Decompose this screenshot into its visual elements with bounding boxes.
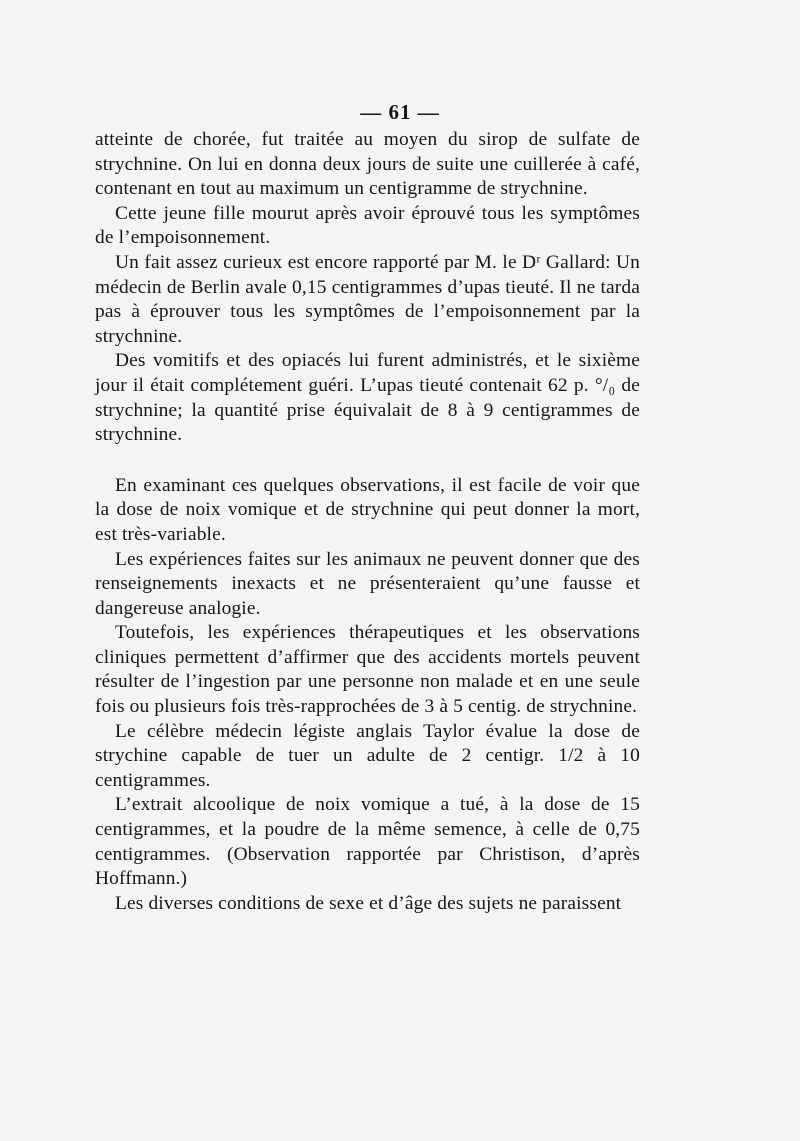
page-number: — 61 — — [360, 100, 440, 124]
paragraph: Le célèbre médecin légiste anglais Taylor évalue la dose de strychine capable de tuer un adulte de 2 centigr. 1/2 à 10 centigrammes. — [95, 720, 640, 791]
body-text — [95, 128, 640, 916]
paragraph: L’extrait alcoolique de noix vomique a tué, à la dose de 15 centigrammes, et la poudre de la même semence, à celle de 0,75 centigrammes. (Observation rapportée par Christison, d’après Hoffmann.) — [95, 794, 640, 890]
paragraph: atteinte de chorée, fut traitée au moyen du sirop de sulfate de strychnine. On lui en donna deux jours de suite une cuillerée à café, contenant en tout au maximum un centigramme de strychnine. — [95, 129, 640, 200]
paragraph: Cette jeune fille mourut après avoir éprouvé tous les symptômes de l’empoisonnement. — [95, 202, 640, 249]
paragraph: Les expériences faites sur les animaux ne peuvent donner que des renseignements inexacts et ne présenteraient qu’une fausse et dangereuse analogie. — [95, 548, 640, 619]
paragraph: En examinant ces quelques observations, il est facile de voir que la dose de noix vomique et de strychnine qui peut donner la mort, est très-variable. — [95, 474, 640, 545]
paragraph: Un fait assez curieux est encore rapporté par M. le Dʳ Gallard: Un médecin de Berlin avale 0,15 centigrammes d’upas tieuté. Il ne tarda pas à éprouver tous les symptômes de l’empoisonnement par la strychnine. — [95, 251, 640, 347]
paragraph: Des vomitifs et des opiacés lui furent administrés, et le sixième jour il était complétement guéri. L’upas tieuté contenait 62 p. °/₀ de strychnine; la quantité prise équivalait de 8 à 9 centigrammes de strychnine. — [95, 350, 640, 446]
section-gap — [95, 448, 640, 474]
paragraph: Les diverses conditions de sexe et d’âge des sujets ne paraissent — [115, 892, 622, 914]
paragraph: Toutefois, les expériences thérapeutiques et les observations cliniques permettent d’affirmer que des accidents mortels peuvent résulter de l’ingestion par une personne non malade et en une seule fois ou plusieurs fois très-rapprochées de 3 à 5 centig. de strychnine. — [95, 622, 640, 718]
